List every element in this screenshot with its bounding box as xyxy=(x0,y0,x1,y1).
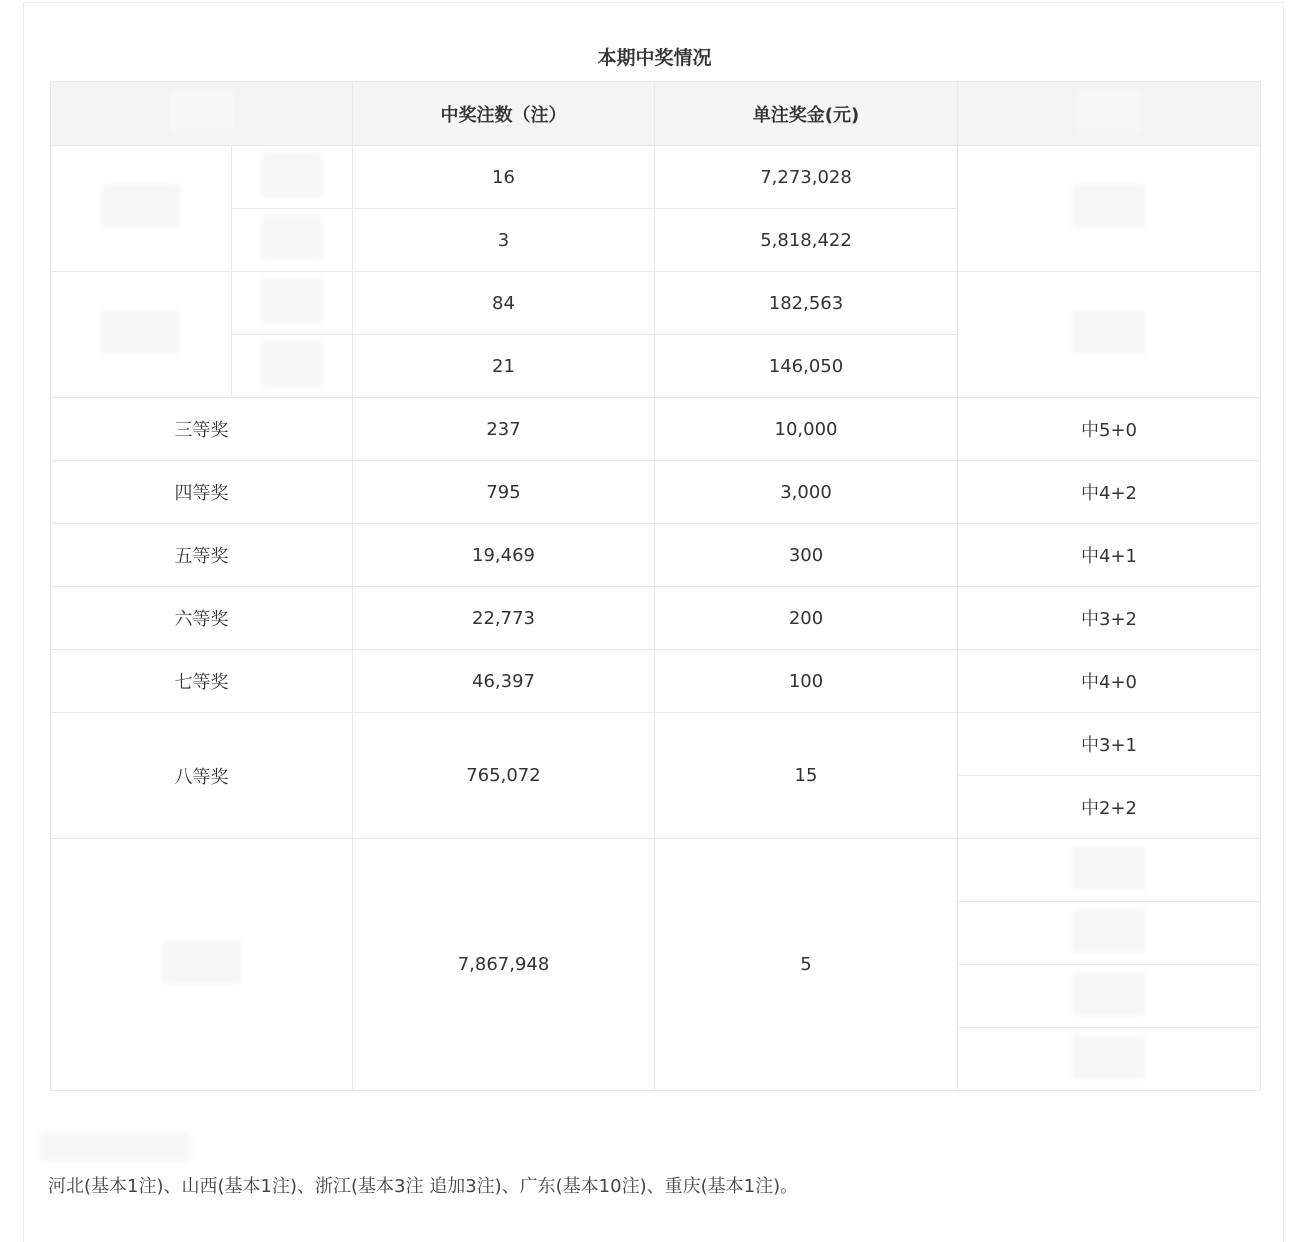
sub-add xyxy=(232,335,353,398)
redacted-block xyxy=(1072,184,1146,228)
count-cell: 22,773 xyxy=(353,587,655,650)
redacted-block xyxy=(162,940,242,984)
amount-cell: 100 xyxy=(655,650,958,713)
count-cell: 21 xyxy=(353,335,655,398)
condition-cell: 中4+1 xyxy=(958,524,1261,587)
amount-cell: 10,000 xyxy=(655,398,958,461)
table-header-row xyxy=(51,82,1261,146)
condition-cell xyxy=(958,965,1261,1028)
grade-cell: 五等奖 xyxy=(51,524,353,587)
count-cell: 7,867,948 xyxy=(353,839,655,1091)
amount-cell: 200 xyxy=(655,587,958,650)
sub-basic xyxy=(232,146,353,209)
grade-cell: 六等奖 xyxy=(51,587,353,650)
amount-cell: 7,273,028 xyxy=(655,146,958,209)
redacted-block xyxy=(40,1132,190,1162)
winner-regions-note: 河北(基本1注)、山西(基本1注)、浙江(基本3注 追加3注)、广东(基本10注)、重庆(基本1注)。 xyxy=(48,1176,799,1197)
condition-cell: 中3+1 xyxy=(958,713,1261,776)
header-grade xyxy=(51,82,353,146)
redacted-block xyxy=(1072,846,1146,890)
count-cell: 795 xyxy=(353,461,655,524)
grade-ninth xyxy=(51,839,353,1091)
grade-cell: 四等奖 xyxy=(51,461,353,524)
redacted-block xyxy=(1072,1035,1146,1079)
count-cell: 237 xyxy=(353,398,655,461)
condition-cell: 中4+0 xyxy=(958,650,1261,713)
header-condition xyxy=(958,82,1261,146)
condition-cell xyxy=(958,146,1261,272)
table-row xyxy=(51,650,1261,713)
grade-first xyxy=(51,146,232,272)
redacted-block xyxy=(1072,909,1146,953)
table-row xyxy=(51,272,1261,335)
redacted-block xyxy=(261,215,323,261)
table-row xyxy=(51,146,1261,209)
redacted-block xyxy=(261,341,323,387)
redacted-block xyxy=(1072,972,1146,1016)
condition-cell: 中5+0 xyxy=(958,398,1261,461)
table-row xyxy=(51,398,1261,461)
redacted-block xyxy=(1072,310,1146,354)
condition-cell xyxy=(958,839,1261,902)
amount-cell: 15 xyxy=(655,713,958,839)
table-row xyxy=(51,461,1261,524)
redacted-block xyxy=(170,89,234,133)
condition-cell xyxy=(958,272,1261,398)
amount-cell: 5 xyxy=(655,839,958,1091)
condition-cell xyxy=(958,902,1261,965)
amount-cell: 3,000 xyxy=(655,461,958,524)
grade-cell: 八等奖 xyxy=(51,713,353,839)
grade-cell: 三等奖 xyxy=(51,398,353,461)
table-row xyxy=(51,713,1261,776)
condition-cell: 中3+2 xyxy=(958,587,1261,650)
prize-table xyxy=(50,81,1261,1091)
count-cell: 19,469 xyxy=(353,524,655,587)
amount-cell: 182,563 xyxy=(655,272,958,335)
count-cell: 765,072 xyxy=(353,713,655,839)
condition-cell xyxy=(958,1028,1261,1091)
redacted-block xyxy=(1077,89,1141,133)
condition-cell: 中2+2 xyxy=(958,776,1261,839)
redacted-block xyxy=(101,184,181,228)
table-row xyxy=(51,587,1261,650)
count-cell: 84 xyxy=(353,272,655,335)
grade-cell: 七等奖 xyxy=(51,650,353,713)
section-title: 本期中奖情况 xyxy=(597,47,712,69)
count-cell: 3 xyxy=(353,209,655,272)
sub-basic xyxy=(232,272,353,335)
grade-second xyxy=(51,272,232,398)
table-row xyxy=(51,839,1261,902)
redacted-block xyxy=(261,152,323,198)
condition-cell: 中4+2 xyxy=(958,461,1261,524)
redacted-block xyxy=(261,278,323,324)
count-cell: 16 xyxy=(353,146,655,209)
table-row xyxy=(51,524,1261,587)
redacted-block xyxy=(101,310,181,354)
amount-cell: 146,050 xyxy=(655,335,958,398)
prize-card xyxy=(23,2,1284,1242)
count-cell: 46,397 xyxy=(353,650,655,713)
header-amount: 单注奖金(元) xyxy=(655,82,958,146)
header-count: 中奖注数（注） xyxy=(353,82,655,146)
amount-cell: 300 xyxy=(655,524,958,587)
amount-cell: 5,818,422 xyxy=(655,209,958,272)
sub-add xyxy=(232,209,353,272)
